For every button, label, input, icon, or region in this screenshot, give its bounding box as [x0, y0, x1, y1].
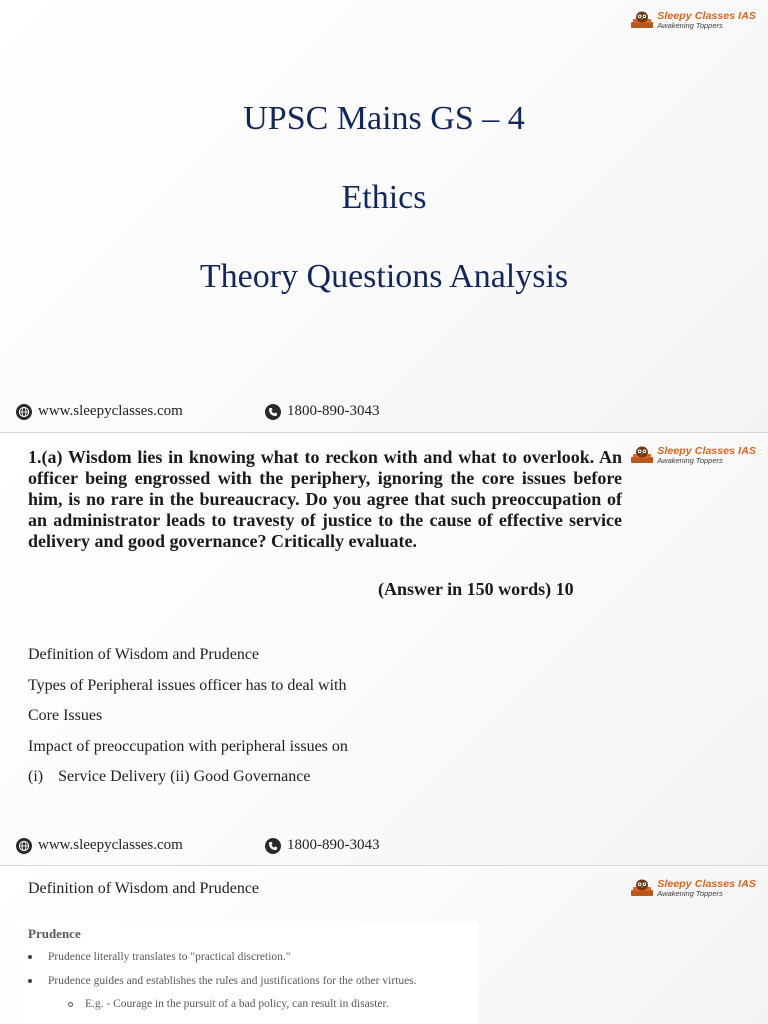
logo-brand-text: Sleepy Classes IAS [657, 9, 756, 22]
phone-icon [265, 404, 281, 420]
definition-slide [0, 866, 768, 1024]
logo [630, 10, 756, 30]
doc-sub-bullet [68, 998, 389, 1010]
sub-point-number: (i) [28, 768, 44, 785]
website-text: www.sleepyclasses.com [38, 403, 183, 419]
owl-books-logo-icon [630, 878, 654, 898]
phone-text: 1800-890-3043 [287, 837, 380, 853]
logo [630, 878, 756, 898]
embedded-document-image [18, 922, 478, 1024]
slide-title-line-3: Theory Questions Analysis [199, 258, 569, 295]
slide-footer [0, 837, 768, 861]
question-text: 1.(a) Wisdom lies in knowing what to reckon with and what to overlook. An officer being engrossed with the periphery, ignoring the core issues before him, is no rare in the bureaucracy. Do you agree that such preoccupation of an administrator leads to travesty of justice to the cause of effective service delivery and good governance? Critically evaluate. [28, 447, 622, 551]
doc-heading: Prudence [28, 926, 81, 941]
doc-sub-bullet-text: E.g. - Courage in the pursuit of a bad policy, can result in disaster. [85, 998, 389, 1010]
globe-icon [16, 404, 32, 420]
sub-point-text: Service Delivery (ii) Good Governance [58, 768, 311, 785]
title-slide [0, 0, 768, 432]
answer-point: Impact of preoccupation with peripheral issues on [28, 737, 348, 755]
owl-books-logo-icon [630, 10, 654, 30]
answer-sub-point [28, 765, 588, 796]
question-marks: (Answer in 150 words) 10 [378, 579, 574, 599]
answer-point: Core Issues [28, 707, 103, 724]
website-text: www.sleepyclasses.com [38, 837, 183, 853]
bullet-dot-icon [28, 979, 32, 983]
slide-heading: Definition of Wisdom and Prudence [28, 880, 260, 897]
footer-phone[interactable] [265, 837, 380, 854]
logo-tagline: Awakening Toppers [657, 21, 723, 30]
doc-bullet [28, 975, 417, 987]
doc-bullet [28, 951, 291, 963]
phone-text: 1800-890-3043 [287, 403, 380, 419]
logo-brand-text: Sleepy Classes IAS [657, 444, 756, 457]
answer-points [28, 643, 588, 796]
doc-bullet-text: Prudence guides and establishes the rules and justifications for the other virtues. [48, 975, 417, 987]
answer-point: Types of Peripheral issues officer has to deal with [28, 676, 347, 694]
logo-tagline: Awakening Toppers [657, 456, 723, 465]
slide-footer [0, 403, 768, 427]
doc-bullet-text: Prudence literally translates to "practical discretion." [48, 951, 291, 963]
footer-website[interactable] [16, 837, 183, 854]
phone-icon [265, 838, 281, 854]
slide-title-line-2: Ethics [341, 179, 427, 216]
logo-brand-text: Sleepy Classes IAS [657, 877, 756, 890]
answer-point: Definition of Wisdom and Prudence [28, 646, 260, 663]
slide-title-line-1: UPSC Mains GS – 4 [243, 100, 525, 137]
logo-tagline: Awakening Toppers [657, 889, 723, 898]
bullet-circle-icon [68, 1002, 73, 1007]
logo [630, 445, 756, 465]
owl-books-logo-icon [630, 445, 654, 465]
footer-phone[interactable] [265, 403, 380, 420]
bullet-dot-icon [28, 955, 32, 959]
globe-icon [16, 838, 32, 854]
question-slide [0, 433, 768, 865]
footer-website[interactable] [16, 403, 183, 420]
